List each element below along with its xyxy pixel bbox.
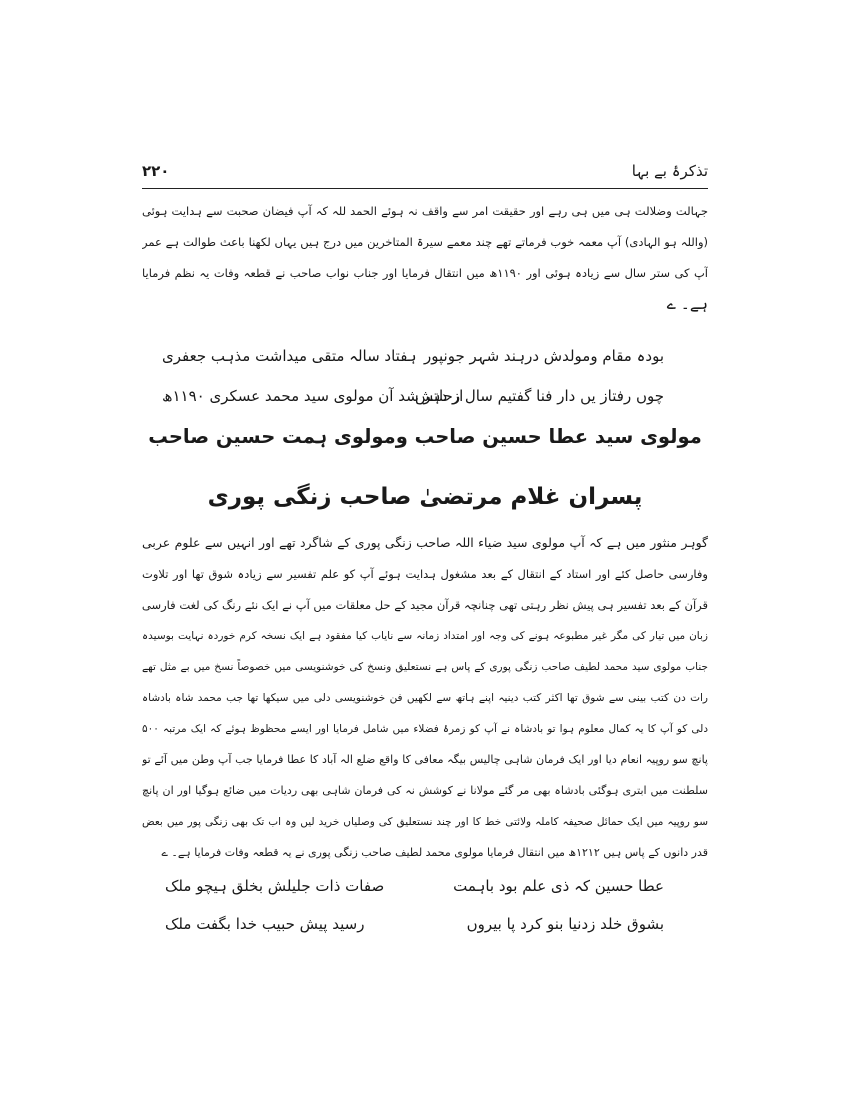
verse-hemistich: رسید پیش حبیب خدا بگفت ملک: [165, 915, 365, 933]
text-line: سو روپیہ میں ایک حمائل صحیفہ کاملہ ولائتی خط کا اور چند نستعلیق کی وصلیاں خرید لیں وہ اب تک بھی زنگی پور میں بعض: [142, 816, 708, 828]
text-line: (واللہ ہو الہادی) آپ معمہ خوب فرماتے تھے چند معمے سیرۃ المتاخرین میں درج ہیں یہاں لکھنا باعث طوالت ہے عمر: [142, 235, 708, 249]
text-line: جناب مولوی سید محمد لطیف صاحب زنگی پوری کے پاس ہے نستعلیق ونسخ کی خوشنویسی میں خصوصاً نسخ میں بے مثل تھے: [142, 661, 708, 673]
page-header: [142, 162, 708, 186]
text-line: سلطنت میں ابتری ہوگئی بادشاہ بھی مر گئے مولانا نے کوشش نہ کی فرمان شاہی بھی ردیات میں ضائع ہوگیا اور ان پانچ: [142, 784, 708, 797]
verse-hemistich: از دہر شد آن مولوی سید محمد عسکری ۱۱۹۰ھ: [162, 387, 464, 405]
text-line: قدر دانوں کے پاس ہیں ۱۲۱۲ھ میں انتقال فرمایا مولوی محمد لطیف صاحب زنگی پوری نے یہ قطعہ وفات فرمایا ہے۔ ے: [161, 846, 708, 859]
text-line: جہالت وضلالت ہی میں ہی رہے اور حقیقت امر سے واقف نہ ہوئے الحمد للہ کہ آپ فیضان صحبت سے ہدایت ہوئی: [142, 204, 708, 218]
text-line: قرآن کے بعد تفسیر ہی پیش نظر رہتی تھی چنانچہ قرآن مجید کے حل معلقات میں آپ نے ایک نئے رنگ کی لغت فارسی: [142, 598, 708, 612]
verse-hemistich: عطا حسین کہ ذی علم بود باہمت: [453, 877, 664, 895]
text-line: گوہر منثور میں ہے کہ آپ مولوی سید ضیاء اللہ صاحب زنگی پوری کے شاگرد تھے اور انہیں سے علوم عربی: [142, 535, 708, 550]
verse-hemistich: چوں رفتاز یں دار فنا گفتیم سال رحلتش: [414, 387, 664, 405]
verse-hemistich: بودہ مقام ومولدش درہند شہر جونپور: [424, 347, 664, 365]
text-line: آپ کی ستر سال سے زیادہ ہوئی اور ۱۱۹۰ھ میں انتقال فرمایا اور جناب نواب صاحب نے قطعہ وفات یہ نظم فرمایا: [142, 266, 708, 280]
verse-hemistich: صفات ذات جلیلش بخلق ہیچو ملک: [165, 877, 385, 895]
text-line: ہے۔ ے: [666, 295, 708, 313]
page-number: ۲۲۰: [142, 162, 170, 180]
text-line: پانچ سو روپیہ انعام دیا اور ایک فرمان شاہی چالیس بیگہ معافی کا واقع ضلع الہ آباد کا عطا فرمایا جب آپ وطن میں آئے تو: [142, 753, 708, 766]
section-title: مولوی سید عطا حسین صاحب ومولوی ہمت حسین صاحب: [148, 425, 702, 448]
text-line: زبان میں تیار کی مگر غیر مطبوعہ ہونے کی وجہ اور امتداد زمانہ سے نایاب کیا مفقود ہے ایک نسخہ کرم خوردہ نہایت بوسیدہ: [142, 630, 708, 642]
verse-hemistich: ہفتاد سالہ متقی میداشت مذہب جعفری: [162, 347, 417, 365]
text-line: وفارسی حاصل کئے اور استاد کے انتقال کے بعد مشغول ہدایت ہوئے آپ کو علم تفسیر سے زیادہ شوق تھا اور تلاوت: [142, 567, 708, 581]
section-subtitle: پسران غلام مرتضیٰ صاحب زنگی پوری: [207, 484, 643, 510]
text-line: دلی کو آپ کا یہ کمال معلوم ہوا تو بادشاہ نے آپ کو زمرۂ فضلاء میں شامل فرمایا اور ایسے محظوظ ہوئے کہ ایک مرتبہ ۵۰۰: [142, 723, 708, 735]
verse-hemistich: بشوق خلد زدنیا بنو کرد پا بیروں: [466, 915, 664, 933]
text-line: رات دن کتب بینی سے شوق تھا اکثر کتب دینیہ اپنے ہاتھ سے لکھیں فن خوشنویسی دلی میں سیکھا تھا جب محمد شاہ بادشاہ: [142, 692, 708, 704]
running-title: تذکرۂ بے بہا: [631, 162, 708, 180]
header-rule: [142, 188, 708, 189]
